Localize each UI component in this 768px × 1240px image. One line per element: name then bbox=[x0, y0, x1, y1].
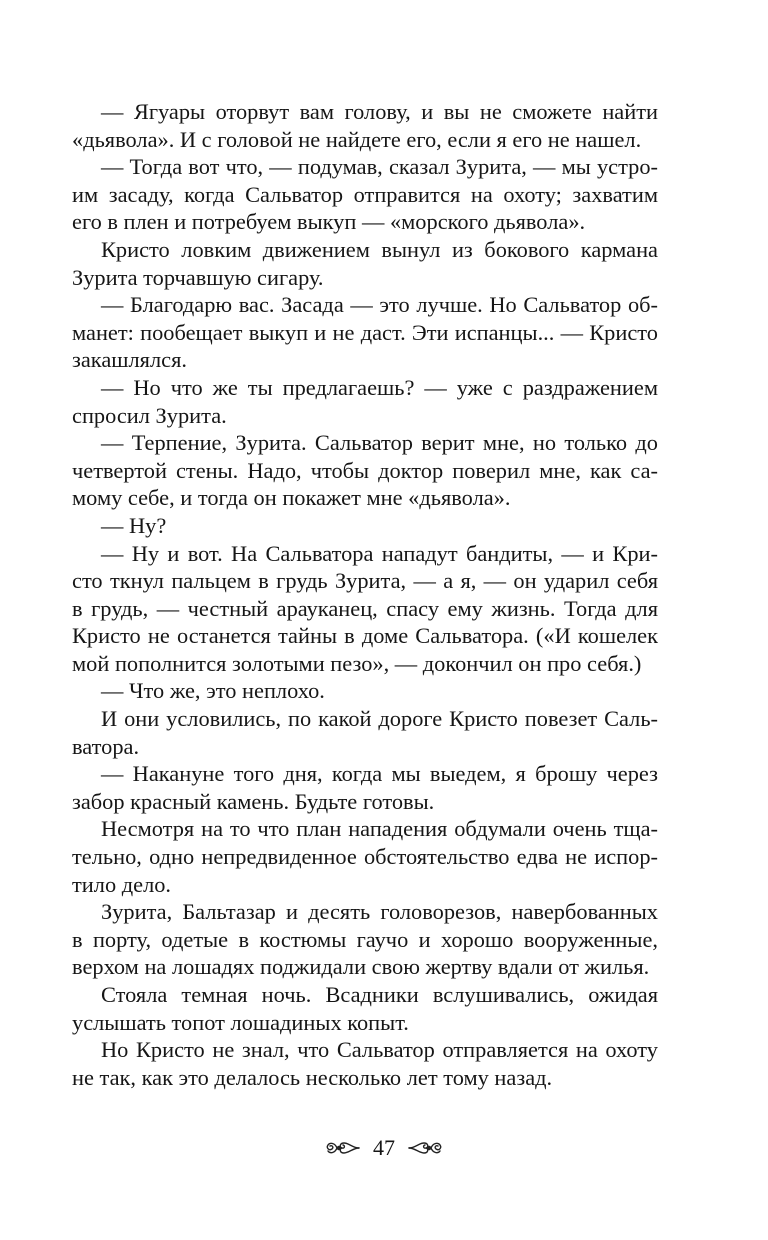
text-line: — Накануне того дня, когда мы выедем, я брошу через bbox=[101, 761, 658, 787]
text-line: «дьявола». И с головой не найдете его, если я его не нашел. bbox=[72, 126, 642, 152]
text-line: верхом на лошадях поджидали свою жертву вдали от жилья. bbox=[72, 954, 650, 980]
text-line: тило дело. bbox=[72, 871, 172, 897]
page-footer bbox=[0, 1128, 768, 1168]
text-line: — Но что же ты предлагаешь? — уже с раздражением bbox=[101, 374, 658, 400]
text-line: Несмотря на то что план нападения обдумали очень тща- bbox=[101, 816, 658, 842]
text-line: Зурита, Бальтазар и десять головорезов, навербованных bbox=[101, 899, 658, 925]
fleuron-icon bbox=[407, 1137, 443, 1159]
paragraph bbox=[72, 153, 658, 236]
text-line: сто ткнул пальцем в грудь Зурита, — а я, — он ударил себя bbox=[72, 568, 658, 594]
text-line: четвертой стены. Надо, чтобы доктор поверил мне, как са- bbox=[72, 457, 658, 483]
text-line: Стояла темная ночь. Всадники вслушивались, ожидая bbox=[101, 982, 658, 1007]
text-line: спросил Зурита. bbox=[72, 402, 227, 428]
text-line: И они условились, по какой дороге Кристо повезет Саль- bbox=[101, 706, 658, 732]
text-line: — Терпение, Зурита. Сальватор верит мне, но только до bbox=[101, 430, 658, 456]
text-line: Кристо ловким движением вынул из бокового кармана bbox=[101, 236, 658, 262]
paragraph bbox=[72, 1036, 658, 1091]
text-line: Кристо не останется тайны в доме Сальватора. («И кошелек bbox=[72, 623, 658, 649]
text-line: в грудь, — честный арауканец, спасу ему жизнь. Тогда для bbox=[72, 595, 658, 621]
paragraph bbox=[72, 98, 658, 153]
text-line: — Ну? bbox=[101, 512, 167, 538]
text-line: им засаду, когда Сальватор отправится на охоту; захватим bbox=[72, 181, 658, 207]
text-line: забор красный камень. Будьте готовы. bbox=[72, 788, 435, 814]
text-line: мой пополнится золотыми пезо», — докончил он про себя.) bbox=[72, 650, 642, 676]
text-line: тельно, одно непредвиденное обстоятельство едва не испор- bbox=[72, 844, 658, 870]
text-line: не так, как это делалось несколько лет тому назад. bbox=[72, 1064, 553, 1090]
paragraph bbox=[72, 540, 658, 678]
text-line: — Ну и вот. На Сальватора нападут бандиты, — и Кри- bbox=[101, 540, 658, 566]
paragraph bbox=[72, 677, 658, 705]
text-line: мому себе, и тогда он покажет мне «дьявола». bbox=[72, 485, 511, 511]
paragraph bbox=[72, 236, 658, 291]
text-line: в порту, одетые в костюмы гаучо и хорошо вооруженные, bbox=[72, 926, 658, 952]
paragraph bbox=[72, 815, 658, 898]
text-line: — Благодарю вас. Засада — это лучше. Но Сальватор об- bbox=[101, 292, 658, 318]
page-number: 47 bbox=[373, 1135, 395, 1160]
text-line: его в плен и потребуем выкуп — «морского дьявола». bbox=[72, 209, 586, 235]
text-line: Но Кристо не знал, что Сальватор отправляется на охоту bbox=[101, 1037, 658, 1063]
paragraph bbox=[72, 429, 658, 512]
text-line: закашлялся. bbox=[72, 347, 187, 373]
text-line: — Ягуары оторвут вам голову, и вы не сможете найти bbox=[101, 99, 658, 124]
paragraph bbox=[72, 898, 658, 981]
text-line: услышать топот лошадиных копыт. bbox=[72, 1009, 409, 1035]
text-line: манет: пообещает выкуп и не даст. Эти испанцы... — Кристо bbox=[72, 319, 658, 345]
text-line: — Что же, это неплохо. bbox=[101, 678, 325, 704]
paragraph bbox=[72, 374, 658, 429]
fleuron-icon bbox=[325, 1137, 361, 1159]
paragraph bbox=[72, 760, 658, 815]
paragraph bbox=[72, 512, 658, 540]
text-line: Зурита торчавшую сигару. bbox=[72, 264, 324, 290]
body-text bbox=[72, 98, 658, 1091]
paragraph bbox=[72, 981, 658, 1036]
text-line: ватора. bbox=[72, 733, 140, 759]
text-line: — Тогда вот что, — подумав, сказал Зурита, — мы устро- bbox=[101, 154, 658, 180]
paragraph bbox=[72, 705, 658, 760]
paragraph bbox=[72, 291, 658, 374]
